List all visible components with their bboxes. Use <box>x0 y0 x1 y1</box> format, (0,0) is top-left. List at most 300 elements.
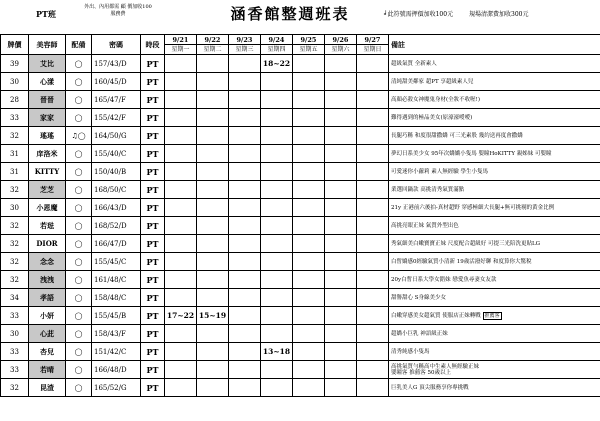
row-slot-day-1 <box>165 253 197 271</box>
col-period-header: 時段 <box>141 35 165 55</box>
row-slot-day-1 <box>165 217 197 235</box>
row-slot-day-7 <box>357 325 389 343</box>
row-slot-day-4 <box>261 307 293 325</box>
row-id: 28 <box>1 91 29 109</box>
row-period: PT <box>141 127 165 145</box>
remark-text: 秀氣細美白嫩寶寶正妹 尺度配合超級好 可提三光陪洗更貼LG <box>391 240 541 247</box>
remark-text: 白嫩穿感美女超氣質 使服店正妹轉戰 <box>391 312 481 319</box>
row-slot-day-5 <box>293 271 325 289</box>
remark-text: 難得遇到的極品美女(原濠濠嗳嗳) <box>391 114 473 121</box>
row-slot-day-6 <box>325 235 357 253</box>
remark-text: 21y 正港前六後拍-真材超野 穿感極細大長腿+無可挑剔的黃金比例 <box>391 204 555 211</box>
row-slot-day-3 <box>229 109 261 127</box>
weekday-7: 星期日 <box>357 45 389 55</box>
row-slot-day-5 <box>293 235 325 253</box>
row-slot-day-5 <box>293 325 325 343</box>
table-row <box>1 343 600 361</box>
row-slot-day-5 <box>293 199 325 217</box>
weekday-2: 星期二 <box>197 45 229 55</box>
row-tag: ◯ <box>66 217 92 235</box>
remark-text: 超嬌小巨乳 神語級正妹 <box>391 330 448 337</box>
row-slot-day-2 <box>197 361 229 379</box>
row-tag: ◯ <box>66 199 92 217</box>
row-slot-day-3 <box>229 55 261 73</box>
row-slot-day-3 <box>229 271 261 289</box>
remark-text: 可愛迷你小蘿莉 素人無經驗 學生小隻馬 <box>391 168 488 175</box>
row-slot-day-1 <box>165 199 197 217</box>
row-slot-day-5 <box>293 145 325 163</box>
row-slot-day-3 <box>229 307 261 325</box>
row-slot-day-1 <box>165 145 197 163</box>
remark-text: 高挑亮眼正妹 氣質外型出色 <box>391 222 459 229</box>
table-row <box>1 163 600 181</box>
row-period: PT <box>141 235 165 253</box>
row-slot-day-5 <box>293 127 325 145</box>
row-slot-day-3 <box>229 235 261 253</box>
row-slot-day-2: 15~19 <box>197 307 229 325</box>
row-slot-day-6 <box>325 217 357 235</box>
row-remark <box>389 145 600 163</box>
row-name: 芝芝 <box>29 181 66 199</box>
row-period: PT <box>141 379 165 397</box>
row-id: 33 <box>1 109 29 127</box>
schedule-header <box>0 0 600 34</box>
row-slot-day-7 <box>357 199 389 217</box>
row-period: PT <box>141 343 165 361</box>
row-slot-day-3 <box>229 217 261 235</box>
row-name: 晉晉 <box>29 91 66 109</box>
row-slot-day-1 <box>165 181 197 199</box>
remark-text: 清秀純感小隻馬 <box>391 348 430 355</box>
row-period: PT <box>141 73 165 91</box>
row-size: 155/45/B <box>92 307 141 325</box>
table-row <box>1 379 600 397</box>
row-id: 33 <box>1 343 29 361</box>
row-slot-day-7 <box>357 181 389 199</box>
weekday-5: 星期五 <box>293 45 325 55</box>
row-slot-day-2 <box>197 253 229 271</box>
cleaning-fee-note: 規場清潔費加收300元 <box>469 11 529 18</box>
row-name: KITTY <box>29 163 66 181</box>
table-row <box>1 271 600 289</box>
row-slot-day-2 <box>197 289 229 307</box>
row-slot-day-3 <box>229 127 261 145</box>
row-tag: ◯ <box>66 145 92 163</box>
table-row <box>1 253 600 271</box>
row-slot-day-3 <box>229 91 261 109</box>
row-remark <box>389 217 600 235</box>
row-slot-day-3 <box>229 181 261 199</box>
row-size: 157/43/D <box>92 55 141 73</box>
row-period: PT <box>141 325 165 343</box>
remark-text: 長腿巧稱 和度很甜撒嬌 可三光素股 幾約送再度會撒嬌 <box>391 132 523 139</box>
row-slot-day-7 <box>357 343 389 361</box>
row-slot-day-5 <box>293 217 325 235</box>
row-slot-day-6 <box>325 73 357 91</box>
row-slot-day-5 <box>293 253 325 271</box>
row-slot-day-1 <box>165 73 197 91</box>
row-slot-day-6 <box>325 181 357 199</box>
row-name: 瑤瑤 <box>29 127 66 145</box>
row-slot-day-7 <box>357 307 389 325</box>
row-id: 31 <box>1 145 29 163</box>
row-slot-day-6 <box>325 379 357 397</box>
row-period: PT <box>141 199 165 217</box>
date-1: 9/21 <box>165 35 197 45</box>
row-slot-day-1 <box>165 343 197 361</box>
date-5: 9/25 <box>293 35 325 45</box>
row-remark <box>389 289 600 307</box>
row-remark <box>389 235 600 253</box>
row-slot-day-5 <box>293 379 325 397</box>
row-slot-day-1 <box>165 109 197 127</box>
row-slot-day-5 <box>293 163 325 181</box>
row-size: 155/42/F <box>92 109 141 127</box>
row-slot-day-6 <box>325 271 357 289</box>
row-slot-day-6 <box>325 91 357 109</box>
row-slot-day-7 <box>357 91 389 109</box>
remark-text: 甜譽甜心 S身線美少女 <box>391 294 447 301</box>
row-slot-day-2 <box>197 55 229 73</box>
table-row <box>1 73 600 91</box>
row-id: 30 <box>1 73 29 91</box>
row-name: 小妍 <box>29 307 66 325</box>
row-slot-day-5 <box>293 307 325 325</box>
row-tag: ◯ <box>66 379 92 397</box>
row-id: 32 <box>1 181 29 199</box>
row-slot-day-7 <box>357 235 389 253</box>
row-slot-day-2 <box>197 163 229 181</box>
row-remark <box>389 199 600 217</box>
remark-text: 巨乳美人G 頂尖服務享你專挑戰 <box>391 384 469 391</box>
row-remark <box>389 73 600 91</box>
row-id: 32 <box>1 271 29 289</box>
row-size: 164/50/G <box>92 127 141 145</box>
row-id: 33 <box>1 361 29 379</box>
row-slot-day-1 <box>165 91 197 109</box>
row-name: DIOR <box>29 235 66 253</box>
row-remark <box>389 307 600 325</box>
row-tag: ♫◯ <box>66 127 92 145</box>
remark-text: 業選回鍋款 高挑清秀氣質滿點 <box>391 186 465 193</box>
row-tag: ◯ <box>66 181 92 199</box>
row-slot-day-6 <box>325 343 357 361</box>
row-slot-day-7 <box>357 379 389 397</box>
row-slot-day-3 <box>229 289 261 307</box>
table-row <box>1 55 600 73</box>
row-slot-day-4 <box>261 181 293 199</box>
row-slot-day-5 <box>293 361 325 379</box>
row-slot-day-4: 13~18 <box>261 343 293 361</box>
row-name: 若琺 <box>29 217 66 235</box>
row-period: PT <box>141 145 165 163</box>
row-slot-day-7 <box>357 145 389 163</box>
row-slot-day-2 <box>197 271 229 289</box>
row-slot-day-7 <box>357 55 389 73</box>
row-id: 32 <box>1 217 29 235</box>
row-id: 31 <box>1 163 29 181</box>
row-slot-day-5 <box>293 343 325 361</box>
row-slot-day-6 <box>325 145 357 163</box>
row-remark <box>389 55 600 73</box>
row-period: PT <box>141 163 165 181</box>
row-id: 33 <box>1 307 29 325</box>
row-slot-day-3 <box>229 145 261 163</box>
row-slot-day-7 <box>357 289 389 307</box>
row-tag: ◯ <box>66 55 92 73</box>
row-slot-day-7 <box>357 271 389 289</box>
row-slot-day-5 <box>293 181 325 199</box>
weekday-6: 星期六 <box>325 45 357 55</box>
row-slot-day-4 <box>261 217 293 235</box>
surcharge-note: ╛此符號需押價加收100元 <box>384 11 454 18</box>
row-slot-day-4 <box>261 271 293 289</box>
row-slot-day-1 <box>165 289 197 307</box>
service-fee-note: 外出、內用都需 顧 價加收100服務費 <box>84 4 152 17</box>
row-period: PT <box>141 91 165 109</box>
row-period: PT <box>141 271 165 289</box>
table-row <box>1 127 600 145</box>
row-size: 155/40/C <box>92 145 141 163</box>
row-remark <box>389 109 600 127</box>
row-id: 32 <box>1 253 29 271</box>
row-period: PT <box>141 55 165 73</box>
row-size: 166/47/D <box>92 235 141 253</box>
remark-text: 高挑氣質勻稱高中生素人無經驗正妹 <box>391 363 480 370</box>
row-slot-day-4 <box>261 145 293 163</box>
row-slot-day-4 <box>261 199 293 217</box>
table-row <box>1 325 600 343</box>
row-id: 39 <box>1 55 29 73</box>
row-slot-day-6 <box>325 361 357 379</box>
row-size: 165/52/G <box>92 379 141 397</box>
row-slot-day-3 <box>229 253 261 271</box>
row-period: PT <box>141 181 165 199</box>
row-remark <box>389 325 600 343</box>
row-slot-day-3 <box>229 199 261 217</box>
remark-text: 高顏必殺女神魔鬼身材(全妝不收喔!) <box>391 96 481 103</box>
col-tag-header: 配備 <box>66 35 92 55</box>
row-slot-day-1: 17~22 <box>165 307 197 325</box>
weekday-1: 星期一 <box>165 45 197 55</box>
row-slot-day-1 <box>165 325 197 343</box>
weekday-4: 星期四 <box>261 45 293 55</box>
remark-text: 白皙嬌感0經驗氣質小清新 19歲活潑好聊 和度算你大驚稅 <box>391 258 532 265</box>
row-size: 158/43/F <box>92 325 141 343</box>
row-slot-day-2 <box>197 235 229 253</box>
row-period: PT <box>141 289 165 307</box>
row-slot-day-3 <box>229 361 261 379</box>
row-slot-day-2 <box>197 127 229 145</box>
row-slot-day-6 <box>325 163 357 181</box>
date-7: 9/27 <box>357 35 389 45</box>
remark-text: 夢幻日系美少女 95年次嬌嬌小隻馬 嬰瞳HoKITTY 親姊妹 可嬰瞳 <box>391 150 552 157</box>
row-remark <box>389 91 600 109</box>
row-period: PT <box>141 361 165 379</box>
row-slot-day-2 <box>197 343 229 361</box>
row-slot-day-4: 18~22 <box>261 55 293 73</box>
row-slot-day-4 <box>261 127 293 145</box>
row-slot-day-7 <box>357 127 389 145</box>
row-name: 杏兒 <box>29 343 66 361</box>
row-slot-day-2 <box>197 217 229 235</box>
row-remark <box>389 343 600 361</box>
row-id: 32 <box>1 379 29 397</box>
row-name: 艾比 <box>29 55 66 73</box>
table-row <box>1 91 600 109</box>
row-slot-day-2 <box>197 379 229 397</box>
row-slot-day-1 <box>165 55 197 73</box>
row-slot-day-7 <box>357 163 389 181</box>
row-slot-day-3 <box>229 343 261 361</box>
row-tag: ◯ <box>66 343 92 361</box>
row-name: 洩洩 <box>29 271 66 289</box>
row-id: 30 <box>1 199 29 217</box>
row-slot-day-1 <box>165 127 197 145</box>
row-slot-day-4 <box>261 253 293 271</box>
row-slot-day-3 <box>229 379 261 397</box>
row-size: 168/52/D <box>92 217 141 235</box>
table-row <box>1 217 600 235</box>
row-slot-day-6 <box>325 307 357 325</box>
table-row <box>1 307 600 325</box>
row-slot-day-5 <box>293 109 325 127</box>
date-3: 9/23 <box>229 35 261 45</box>
row-slot-day-4 <box>261 325 293 343</box>
row-size: 160/45/D <box>92 73 141 91</box>
row-slot-day-1 <box>165 361 197 379</box>
row-slot-day-7 <box>357 217 389 235</box>
row-remark <box>389 163 600 181</box>
row-id: 32 <box>1 235 29 253</box>
row-name: 庠洛米 <box>29 145 66 163</box>
row-tag: ◯ <box>66 163 92 181</box>
row-slot-day-7 <box>357 361 389 379</box>
row-size: 155/45/C <box>92 253 141 271</box>
row-size: 166/48/D <box>92 361 141 379</box>
row-slot-day-2 <box>197 145 229 163</box>
row-name: 心茈 <box>29 325 66 343</box>
col-size-header: 密碼 <box>92 35 141 55</box>
row-size: 150/40/B <box>92 163 141 181</box>
row-slot-day-3 <box>229 163 261 181</box>
page-title: 涵香館整週班表 <box>230 5 350 23</box>
weekday-3: 星期三 <box>229 45 261 55</box>
row-slot-day-6 <box>325 109 357 127</box>
row-slot-day-1 <box>165 235 197 253</box>
row-slot-day-6 <box>325 289 357 307</box>
table-row <box>1 361 600 379</box>
row-slot-day-4 <box>261 163 293 181</box>
row-tag: ◯ <box>66 307 92 325</box>
row-tag: ◯ <box>66 109 92 127</box>
row-slot-day-3 <box>229 73 261 91</box>
row-name: 心漾 <box>29 73 66 91</box>
row-slot-day-7 <box>357 73 389 91</box>
date-6: 9/26 <box>325 35 357 45</box>
row-name: 昆渣 <box>29 379 66 397</box>
row-tag: ◯ <box>66 289 92 307</box>
row-period: PT <box>141 109 165 127</box>
row-slot-day-4 <box>261 109 293 127</box>
remark-text: 超級氣質 全新素人 <box>391 60 437 67</box>
row-size: 161/48/C <box>92 271 141 289</box>
row-size: 166/43/D <box>92 199 141 217</box>
row-slot-day-7 <box>357 253 389 271</box>
row-slot-day-4 <box>261 361 293 379</box>
row-remark <box>389 379 600 397</box>
row-slot-day-6 <box>325 325 357 343</box>
row-tag: ◯ <box>66 253 92 271</box>
remark-text: 20y白皙日系大學女錯妹 戀愛魚尋妻女友款 <box>391 276 497 283</box>
col-id-header: 牌價 <box>1 35 29 55</box>
row-period: PT <box>141 307 165 325</box>
row-name: 小恩魔 <box>29 199 66 217</box>
row-slot-day-6 <box>325 199 357 217</box>
table-row <box>1 145 600 163</box>
row-remark <box>389 127 600 145</box>
row-remark <box>389 361 600 379</box>
date-header-row <box>1 35 600 45</box>
row-slot-day-4 <box>261 379 293 397</box>
table-row <box>1 289 600 307</box>
row-slot-day-2 <box>197 109 229 127</box>
row-slot-day-7 <box>357 109 389 127</box>
row-slot-day-4 <box>261 73 293 91</box>
row-slot-day-6 <box>325 253 357 271</box>
table-row <box>1 199 600 217</box>
date-4: 9/24 <box>261 35 293 45</box>
table-row <box>1 181 600 199</box>
row-slot-day-5 <box>293 73 325 91</box>
row-slot-day-2 <box>197 325 229 343</box>
row-remark <box>389 181 600 199</box>
row-tag: ◯ <box>66 271 92 289</box>
row-name: 孝語 <box>29 289 66 307</box>
row-slot-day-4 <box>261 235 293 253</box>
row-tag: ◯ <box>66 73 92 91</box>
row-remark <box>389 271 600 289</box>
row-remark <box>389 253 600 271</box>
row-slot-day-4 <box>261 289 293 307</box>
row-name: 念念 <box>29 253 66 271</box>
row-id: 34 <box>1 289 29 307</box>
row-slot-day-2 <box>197 199 229 217</box>
row-size: 158/48/C <box>92 289 141 307</box>
row-tag: ◯ <box>66 235 92 253</box>
row-name: 若晴 <box>29 361 66 379</box>
row-slot-day-1 <box>165 271 197 289</box>
row-size: 168/50/C <box>92 181 141 199</box>
row-slot-day-2 <box>197 181 229 199</box>
col-name-header: 美容師 <box>29 35 66 55</box>
remark-text-line2: 嬰瞳客 推薦客 50歲以上 <box>391 369 451 376</box>
row-period: PT <box>141 217 165 235</box>
row-tag: ◯ <box>66 361 92 379</box>
row-id: 32 <box>1 127 29 145</box>
row-slot-day-3 <box>229 325 261 343</box>
row-slot-day-2 <box>197 73 229 91</box>
row-slot-day-2 <box>197 91 229 109</box>
pt-class-label: PT班 <box>36 9 56 19</box>
remark-text: 清純甜美鄰家 超PT 享超級素人兒 <box>391 78 474 85</box>
col-remark-header: 備註 <box>389 35 600 55</box>
row-slot-day-5 <box>293 289 325 307</box>
row-id: 30 <box>1 325 29 343</box>
row-slot-day-1 <box>165 379 197 397</box>
table-row <box>1 235 600 253</box>
row-slot-day-5 <box>293 55 325 73</box>
